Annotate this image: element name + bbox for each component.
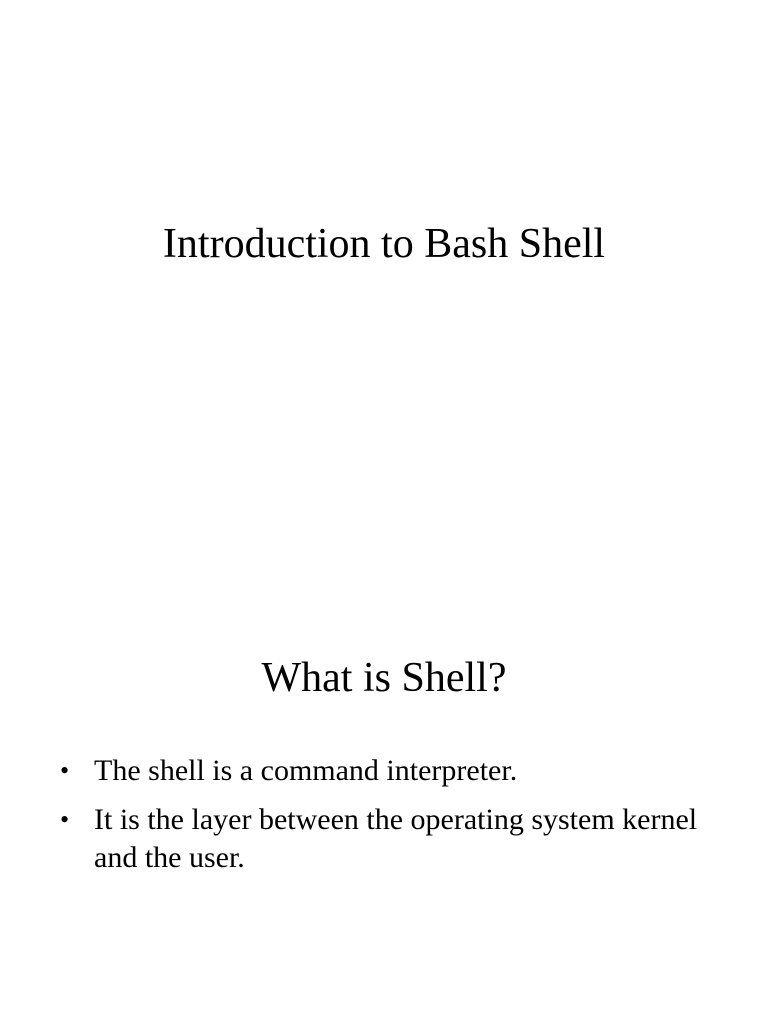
slide-2 bbox=[0, 512, 768, 1024]
bullet-list bbox=[60, 752, 710, 888]
bullet-dot-icon: • bbox=[60, 805, 70, 834]
bullet-item bbox=[60, 801, 710, 877]
slide-title: Introduction to Bash Shell bbox=[162, 221, 606, 267]
bullet-dot-icon: • bbox=[60, 756, 70, 785]
bullet-text: It is the layer between the operating system kernel and the user. bbox=[94, 803, 698, 874]
bullet-text: The shell is a command interpreter. bbox=[94, 754, 518, 787]
slide-title: What is Shell? bbox=[261, 655, 507, 701]
bullet-item bbox=[60, 752, 710, 790]
